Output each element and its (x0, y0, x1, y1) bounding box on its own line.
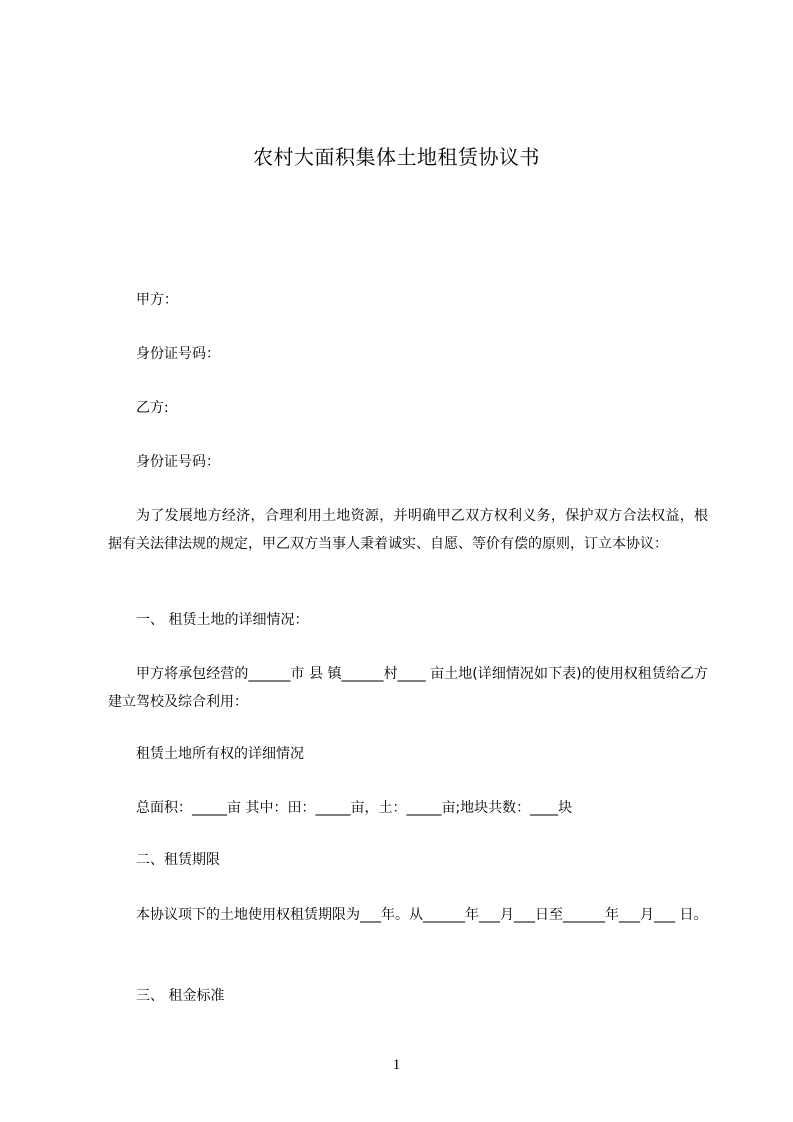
party-a-label: 甲方： (136, 292, 178, 308)
document-title: 农村大面积集体土地租赁协议书 (253, 145, 540, 169)
party-b-label: 乙方: (136, 400, 169, 416)
section-1-paragraph: 甲方将承包经营的______市 县 镇______村____ 亩土地(详细情况如下表)的使用权租赁给乙方建立驾校及综合利用： (108, 666, 708, 710)
party-b-id-label: 身份证号码： (136, 454, 220, 470)
section-3-heading: 三、 租金标准 (136, 988, 225, 1004)
page-number: 1 (392, 1057, 401, 1073)
intro-paragraph: 为了发展地方经济，合理利用土地资源，并明确甲乙双方权利义务，保护双方合法权益，根据有关法律法规的规定，甲乙双方当事人秉着诚实、自愿、等价有偿的原则，订立本协议： (108, 508, 708, 552)
section-2-heading: 二、租赁期限 (136, 852, 220, 868)
section-1-heading: 一、 租赁土地的详细情况： (136, 612, 309, 628)
party-a-id-label: 身份证号码： (136, 346, 220, 362)
land-details-heading: 租赁土地所有权的详细情况 (136, 746, 304, 762)
area-line: 总面积：_____亩 其中：田：_____亩，土：_____亩;地块共数：____块 (136, 800, 573, 816)
section-2-paragraph: 本协议项下的土地使用权租赁期限为___年。从______年___月___日至______年___月___ 日。 (136, 907, 708, 923)
